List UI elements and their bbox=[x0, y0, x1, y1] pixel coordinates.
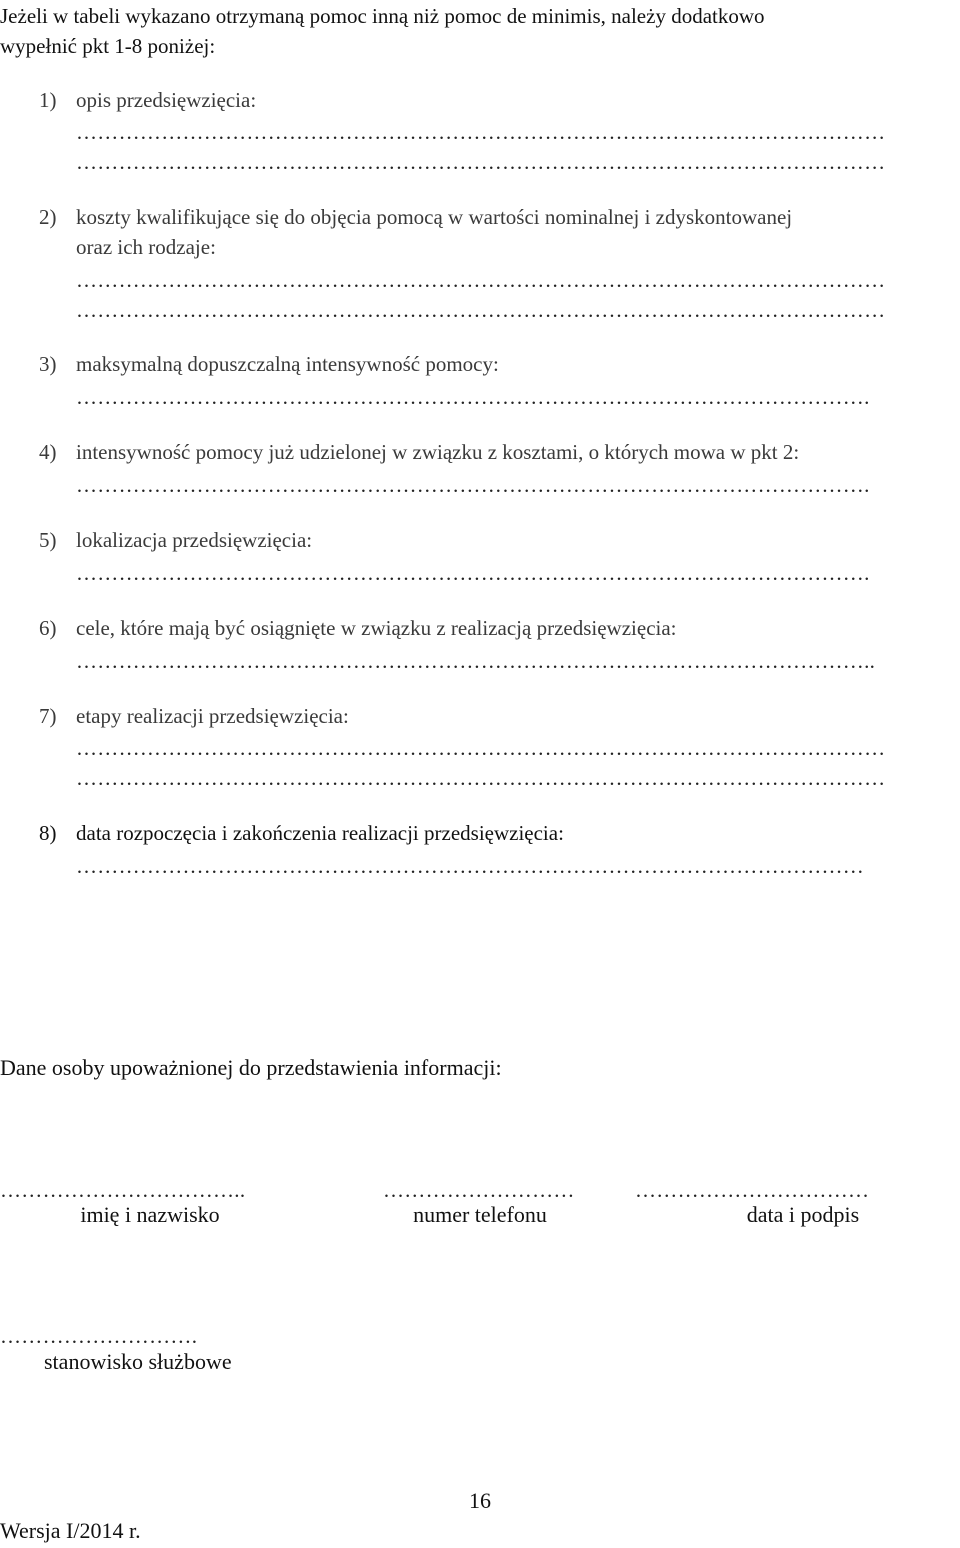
item-4-number: 4) bbox=[39, 440, 57, 464]
item-2-dots-2: …………………………………………………………………………………………………… bbox=[76, 298, 886, 322]
date-label: data i podpis bbox=[746, 1202, 860, 1227]
version-label: Wersja I/2014 r. bbox=[0, 1518, 141, 1543]
item-2-label: koszty kwalifikujące się do objęcia pomocą w wartości nominalnej i zdyskontowanej bbox=[76, 205, 793, 229]
phone-dots: ……………………… bbox=[383, 1178, 575, 1202]
item-1-number: 1) bbox=[39, 88, 57, 112]
item-7-dots-1: …………………………………………………………………………………………………… bbox=[76, 736, 886, 760]
name-dots: …………………………….. bbox=[0, 1178, 246, 1202]
item-3-number: 3) bbox=[39, 352, 57, 376]
item-6-number: 6) bbox=[39, 616, 57, 640]
item-2-dots-1: …………………………………………………………………………………………………… bbox=[76, 268, 886, 292]
item-8-number: 8) bbox=[39, 821, 57, 845]
item-6-dots-1: ………………………………………………………………………………………………….. bbox=[76, 649, 876, 673]
item-3-dots-1: …………………………………………………………………………………………………. bbox=[76, 385, 870, 409]
intro-line-2: wypełnić pkt 1-8 poniżej: bbox=[0, 34, 216, 58]
authorized-heading: Dane osoby upoważnionej do przedstawienia informacji: bbox=[0, 1055, 502, 1080]
item-7-label: etapy realizacji przedsięwzięcia: bbox=[76, 704, 349, 728]
item-1-dots-1: …………………………………………………………………………………………………… bbox=[76, 120, 886, 144]
item-2-number: 2) bbox=[39, 205, 57, 229]
position-dots: ………………………. bbox=[0, 1324, 198, 1348]
item-8-dots-1: ………………………………………………………………………………………………… bbox=[76, 854, 865, 878]
item-7-dots-2: …………………………………………………………………………………………………… bbox=[76, 766, 886, 790]
intro-line-1: Jeżeli w tabeli wykazano otrzymaną pomoc inną niż pomoc de minimis, należy dodatkowo bbox=[0, 4, 765, 28]
name-label: imię i nazwisko bbox=[80, 1202, 220, 1227]
item-1-label: opis przedsięwzięcia: bbox=[76, 88, 257, 112]
item-1-dots-2: …………………………………………………………………………………………………… bbox=[76, 150, 886, 174]
item-4-label: intensywność pomocy już udzielonej w związku z kosztami, o których mowa w pkt 2: bbox=[76, 440, 800, 464]
position-label: stanowisko służbowe bbox=[44, 1349, 232, 1374]
item-2-label-cont: oraz ich rodzaje: bbox=[76, 235, 216, 259]
date-dots: …………………………… bbox=[635, 1178, 870, 1202]
item-6-label: cele, które mają być osiągnięte w związku z realizacją przedsięwzięcia: bbox=[76, 616, 677, 640]
item-8-label: data rozpoczęcia i zakończenia realizacji przedsięwzięcia: bbox=[76, 821, 564, 845]
item-7-number: 7) bbox=[39, 704, 57, 728]
item-4-dots-1: …………………………………………………………………………………………………. bbox=[76, 473, 870, 497]
phone-label: numer telefonu bbox=[413, 1202, 547, 1227]
item-5-label: lokalizacja przedsięwzięcia: bbox=[76, 528, 313, 552]
page-number: 16 bbox=[469, 1488, 491, 1513]
item-3-label: maksymalną dopuszczalną intensywność pomocy: bbox=[76, 352, 499, 376]
item-5-dots-1: …………………………………………………………………………………………………. bbox=[76, 561, 870, 585]
item-5-number: 5) bbox=[39, 528, 57, 552]
